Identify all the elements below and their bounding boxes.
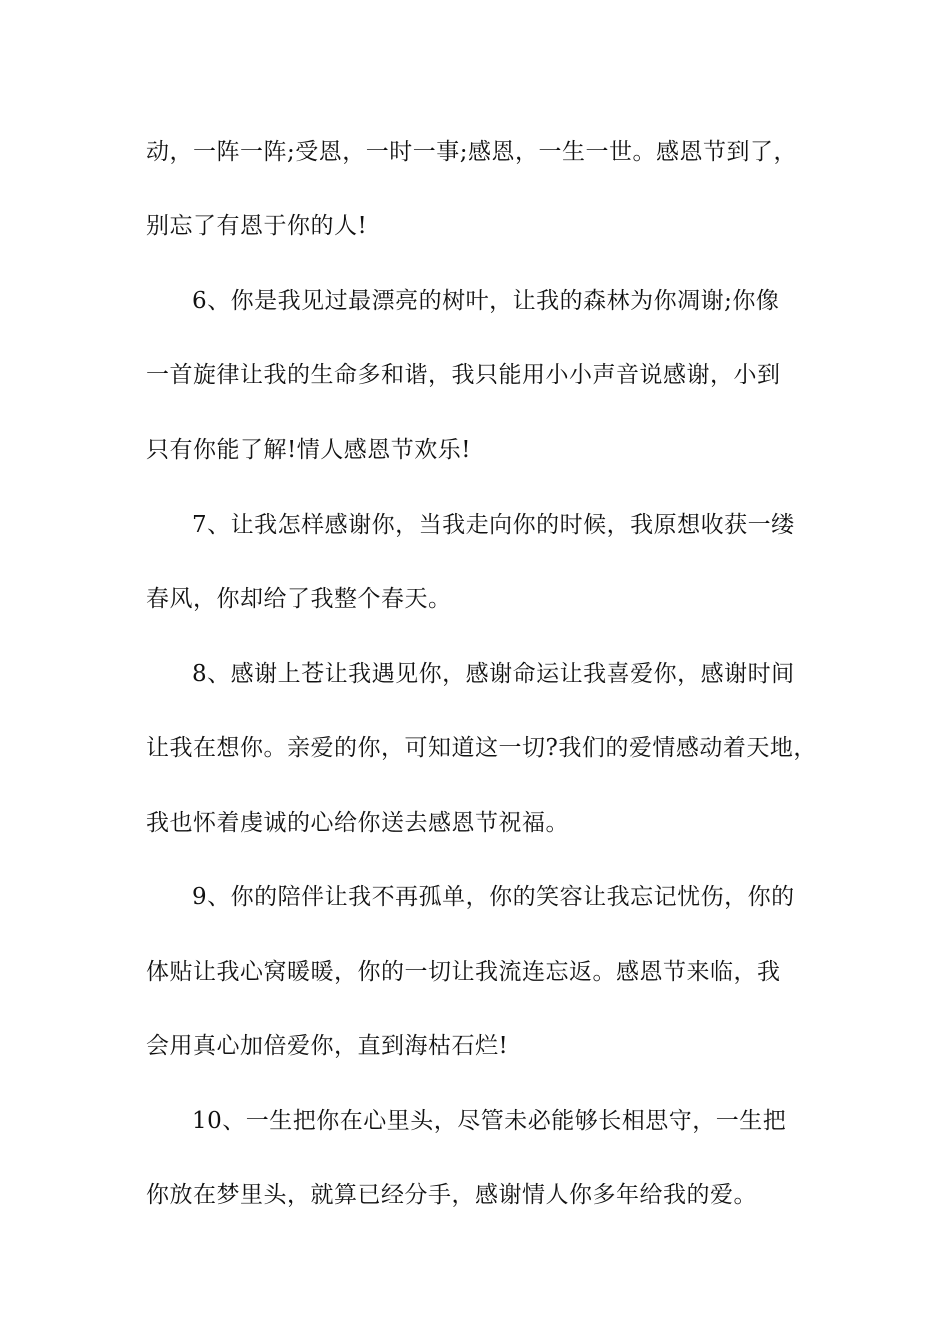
paragraph-7-first-line: 7、让我怎样感谢你，当我走向你的时候，我原想收获一缕: [192, 512, 795, 538]
text-line: 让我在想你。亲爱的你，可知道这一切?我们的爱情感动着天地，: [146, 735, 817, 761]
text-line: 春风，你却给了我整个春天。: [146, 586, 452, 612]
paragraph-8-first-line: 8、感谢上苍让我遇见你，感谢命运让我喜爱你，感谢时间: [192, 661, 795, 687]
text-line: 会用真心加倍爱你，直到海枯石烂!: [146, 1033, 509, 1059]
text-line: 别忘了有恩于你的人!: [146, 213, 368, 239]
paragraph-6-first-line: 6、你是我见过最漂亮的树叶，让我的森林为你凋谢;你像: [192, 288, 780, 314]
paragraph-9-first-line: 9、你的陪伴让我不再孤单，你的笑容让我忘记忧伤，你的: [192, 884, 795, 910]
paragraph-10-first-line: 10、一生把你在心里头，尽管未必能够长相思守，一生把: [192, 1108, 787, 1134]
text-line: 只有你能了解!情人感恩节欢乐!: [146, 437, 471, 463]
text-line: 我也怀着虔诚的心给你送去感恩节祝福。: [146, 810, 569, 836]
text-line: 动，一阵一阵;受恩，一时一事;感恩，一生一世。感恩节到了，: [146, 139, 797, 165]
text-line: 你放在梦里头，就算已经分手，感谢情人你多年给我的爱。: [146, 1182, 757, 1208]
text-line: 一首旋律让我的生命多和谐，我只能用小小声音说感谢，小到: [146, 362, 781, 388]
text-line: 体贴让我心窝暖暖，你的一切让我流连忘返。感恩节来临，我: [146, 959, 781, 985]
